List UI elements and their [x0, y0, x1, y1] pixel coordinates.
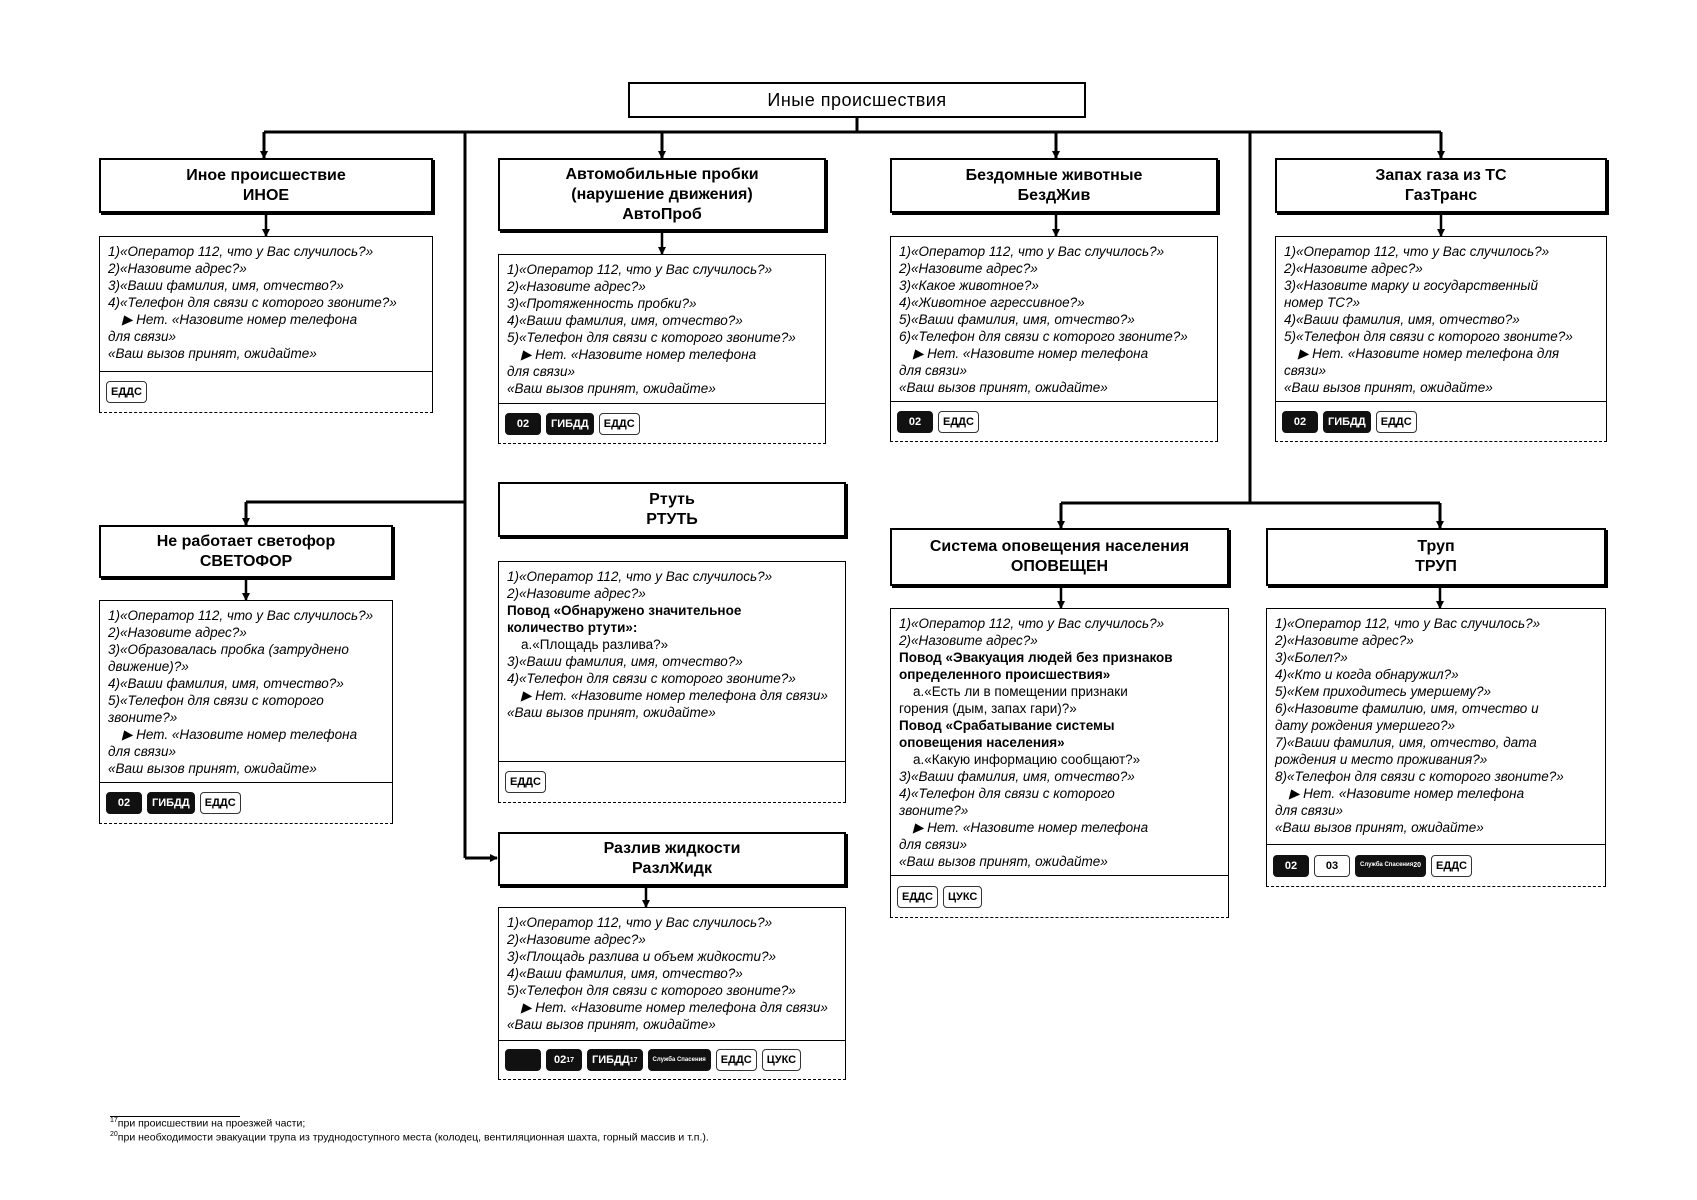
node-svetofor-body — [99, 600, 393, 783]
node-title: Запах газа из ТС — [1375, 166, 1507, 184]
dialog-line: 1)«Оператор 112, что у Вас случилось?» — [108, 608, 374, 623]
node-title: Труп — [1417, 538, 1455, 555]
dialog-line: ▶ Нет. «Назовите номер телефона для связи» — [521, 1000, 828, 1015]
node-avtoprob-body — [498, 254, 826, 404]
service-badge — [1431, 855, 1472, 877]
service-badge — [1323, 411, 1371, 433]
dialog-line: 5)«Ваши фамилия, имя, отчество?» — [899, 312, 1135, 327]
dialog-line: 1)«Оператор 112, что у Вас случилось?» — [1275, 616, 1541, 631]
node-code: РазлЖидк — [632, 860, 712, 877]
node-rtut-header — [498, 482, 846, 537]
dialog-line: 3)«Площадь разлива и объем жидкости?» — [507, 949, 777, 964]
dialog-line: ▶ Нет. «Назовите номер телефона — [913, 346, 1149, 361]
dialog-line: 1)«Оператор 112, что у Вас случилось?» — [899, 244, 1165, 259]
dialog-line: 5)«Телефон для связи с которого звоните?» — [507, 330, 796, 345]
dialog-line: 2)«Назовите адрес?» — [899, 261, 1038, 276]
node-title-2: (нарушение движения) — [571, 185, 753, 203]
service-label: ЕДДС — [902, 890, 933, 903]
service-badge — [546, 1049, 582, 1071]
service-badge — [587, 1049, 643, 1071]
dialog-line: 2)«Назовите адрес?» — [108, 625, 247, 640]
service-label: ГИБДД — [592, 1054, 630, 1066]
node-trup-header — [1266, 528, 1606, 586]
dialog-line: для связи» — [899, 837, 968, 852]
node-title: Разлив жидкости — [603, 840, 741, 857]
node-code: СВЕТОФОР — [199, 552, 293, 570]
footnote-text: при необходимости эвакуации трупа из труднодоступного места (колодец, вентиляционная шахта, горный массив и т.п.). — [117, 1131, 709, 1144]
service-footnote-ref: 17 — [566, 1056, 575, 1064]
service-label: ЕДДС — [1380, 415, 1412, 428]
node-bezdzhiv-header — [890, 158, 1218, 213]
service-label: ГИБДД — [152, 797, 190, 809]
service-label: Служба Спасения — [1360, 862, 1414, 868]
dialog-line: «Ваш вызов принят, ожидайте» — [507, 381, 716, 396]
dialog-line: 1)«Оператор 112, что у Вас случилось?» — [1284, 244, 1550, 259]
root-title: Иные происшествия — [628, 82, 1086, 118]
dialog-line: ▶ Нет. «Назовите номер телефона — [122, 727, 358, 742]
node-bezdzhiv-services — [890, 402, 1218, 442]
footnote-20 — [110, 1131, 709, 1144]
node-title: Ртуть — [649, 490, 695, 508]
node-title: Бездомные животные — [965, 166, 1143, 184]
node-avtoprob-header — [498, 158, 826, 231]
service-badge — [1314, 855, 1350, 877]
dialog-line: для связи» — [899, 363, 968, 378]
dialog-line: 2)«Назовите адрес?» — [1284, 261, 1423, 276]
dialog-line: а.«Площадь разлива?» — [521, 637, 669, 652]
dialog-line: 7)«Ваши фамилия, имя, отчество, дата — [1275, 735, 1537, 750]
service-label: ЦУКС — [947, 890, 978, 903]
service-badge — [897, 886, 938, 908]
node-title: Автомобильные пробки — [565, 165, 759, 183]
service-badge — [106, 792, 142, 814]
dialog-line: «Ваш вызов принят, ожидайте» — [108, 761, 317, 776]
service-label: ЕДДС — [510, 776, 541, 788]
node-razzhidk-services — [498, 1041, 846, 1080]
dialog-line: «Ваш вызов принят, ожидайте» — [1284, 380, 1493, 395]
node-bezdzhiv-body — [890, 236, 1218, 402]
service-badge — [505, 413, 541, 435]
dialog-line: 5)«Телефон для связи с которого — [108, 693, 324, 708]
node-rtut-body — [498, 561, 846, 762]
node-inoe-services — [99, 372, 433, 413]
service-label: Служба Спасения — [652, 1056, 706, 1063]
service-label: ЕДДС — [1436, 859, 1467, 872]
dialog-line: 4)«Телефон для связи с которого звоните?» — [108, 295, 397, 310]
service-badge — [505, 771, 546, 793]
footnote-text: при происшествии на проезжей части; — [117, 1117, 306, 1130]
service-label: ЕДДС — [111, 386, 142, 398]
dialog-line: горения (дым, запах гари)?» — [899, 701, 1077, 716]
node-trup-services — [1266, 845, 1606, 887]
node-svetofor-services — [99, 783, 393, 824]
service-badge — [716, 1049, 757, 1071]
dialog-line: 3)«Назовите марку и государственный — [1284, 278, 1538, 293]
node-code: АвтоПроб — [622, 205, 702, 223]
dialog-line: ▶ Нет. «Назовите номер телефона — [521, 347, 757, 362]
node-avtoprob-services — [498, 404, 826, 444]
dialog-line: «Ваш вызов принят, ожидайте» — [1275, 820, 1484, 835]
service-badge — [943, 886, 982, 908]
node-trup-body — [1266, 608, 1606, 845]
service-badge — [106, 381, 147, 403]
dialog-line: 5)«Телефон для связи с которого звоните?» — [507, 983, 796, 998]
dialog-line: 2)«Назовите адрес?» — [1275, 633, 1414, 648]
node-opoveshchen-services — [890, 876, 1229, 918]
dialog-line: 4)«Ваши фамилия, имя, отчество?» — [507, 966, 743, 981]
dialog-line: для связи» — [507, 364, 576, 379]
dialog-line: «Ваш вызов принят, ожидайте» — [507, 1017, 716, 1032]
service-label: ЕДДС — [943, 415, 974, 428]
node-inoe-header — [99, 158, 433, 213]
service-badge — [1282, 411, 1318, 433]
dialog-line: 2)«Назовите адрес?» — [507, 279, 646, 294]
node-code: БездЖив — [1017, 186, 1091, 204]
dialog-line: 1)«Оператор 112, что у Вас случилось?» — [507, 569, 773, 584]
dialog-line: «Ваш вызов принят, ожидайте» — [108, 346, 317, 361]
service-badge — [648, 1049, 711, 1071]
node-title: Не работает светофор — [156, 532, 336, 550]
service-label: 02 — [117, 797, 131, 809]
dialog-line: количество ртути»: — [507, 620, 638, 635]
service-footnote-ref: 20 — [1413, 862, 1422, 869]
dialog-line: «Ваш вызов принят, ожидайте» — [899, 380, 1108, 395]
node-svetofor-header — [99, 525, 393, 578]
dialog-line: 4)«Ваши фамилия, имя, отчество?» — [108, 676, 344, 691]
dialog-line: 3)«Ваши фамилия, имя, отчество?» — [108, 278, 344, 293]
node-code: ТРУП — [1415, 558, 1457, 575]
service-label: ГИБДД — [1328, 415, 1366, 428]
dialog-line: 4)«Ваши фамилия, имя, отчество?» — [1284, 312, 1520, 327]
dialog-line: «Ваш вызов принят, ожидайте» — [507, 705, 716, 720]
dialog-line: «Ваш вызов принят, ожидайте» — [899, 854, 1108, 869]
dialog-line: связи» — [1284, 363, 1327, 378]
dialog-line: 3)«Болел?» — [1275, 650, 1348, 665]
dialog-line: Повод «Обнаружено значительное — [507, 603, 742, 618]
dialog-line: 1)«Оператор 112, что у Вас случилось?» — [507, 915, 773, 930]
service-footnote-ref: 17 — [629, 1056, 638, 1064]
node-code: ИНОЕ — [242, 186, 290, 204]
dialog-line: 1)«Оператор 112, что у Вас случилось?» — [108, 244, 374, 259]
service-badge — [200, 792, 241, 814]
node-gaztrans-header — [1275, 158, 1607, 213]
service-label: 02 — [1293, 415, 1307, 428]
service-badge — [147, 792, 195, 814]
service-badge — [505, 1049, 541, 1071]
footnote-17 — [110, 1117, 305, 1130]
node-opoveshchen-body — [890, 608, 1229, 876]
dialog-line: 5)«Кем приходитесь умершему?» — [1275, 684, 1492, 699]
node-razzhidk-header — [498, 832, 846, 886]
node-gaztrans-body — [1275, 236, 1607, 402]
dialog-line: Повод «Эвакуация людей без признаков — [899, 650, 1173, 665]
dialog-line: 3)«Образовалась пробка (затруднено — [108, 642, 349, 657]
service-label: ЕДДС — [603, 417, 635, 430]
dialog-line: ▶ Нет. «Назовите номер телефона для связи» — [521, 688, 828, 703]
service-badge — [1273, 855, 1309, 877]
dialog-line: 2)«Назовите адрес?» — [899, 633, 1038, 648]
dialog-line: Повод «Срабатывание системы — [899, 718, 1115, 733]
dialog-line: для связи» — [1275, 803, 1344, 818]
service-label: 02 — [1284, 859, 1298, 872]
dialog-line: движение)?» — [108, 659, 189, 674]
dialog-line: а.«Какую информацию сообщают?» — [913, 752, 1141, 767]
service-label: 02 — [516, 417, 530, 430]
dialog-line: 8)«Телефон для связи с которого звоните?» — [1275, 769, 1564, 784]
dialog-line: 4)«Ваши фамилия, имя, отчество?» — [507, 313, 743, 328]
service-badge — [1376, 411, 1417, 433]
dialog-line: ▶ Нет. «Назовите номер телефона — [122, 312, 358, 327]
service-badge — [938, 411, 979, 433]
footnote-number: 20 — [110, 1131, 118, 1138]
dialog-line: 5)«Телефон для связи с которого звоните?» — [1284, 329, 1573, 344]
dialog-line: ▶ Нет. «Назовите номер телефона — [913, 820, 1149, 835]
service-badge — [1355, 855, 1426, 877]
service-badge — [897, 411, 933, 433]
node-razzhidk-body — [498, 907, 846, 1041]
service-label: 02 — [908, 415, 922, 428]
service-label: ГИБДД — [551, 417, 589, 430]
dialog-line: 3)«Какое животное?» — [899, 278, 1039, 293]
dialog-line: 1)«Оператор 112, что у Вас случилось?» — [507, 262, 773, 277]
service-badge — [546, 413, 594, 435]
dialog-line: оповещения населения» — [899, 735, 1065, 750]
service-label: 02 — [553, 1054, 567, 1066]
service-label: ЦУКС — [766, 1054, 797, 1066]
dialog-line: 2)«Назовите адрес?» — [507, 932, 646, 947]
dialog-line: звоните?» — [899, 803, 969, 818]
dialog-line: 4)«Животное агрессивное?» — [899, 295, 1085, 310]
dialog-line: определенного происшествия» — [899, 667, 1111, 682]
dialog-line: а.«Есть ли в помещении признаки — [913, 684, 1128, 699]
dialog-line: ▶ Нет. «Назовите номер телефона для — [1298, 346, 1560, 361]
node-code: ОПОВЕЩЕН — [1010, 558, 1109, 575]
node-title: Иное происшествие — [186, 166, 346, 184]
service-badge — [599, 413, 640, 435]
footnote-number: 17 — [110, 1117, 118, 1124]
dialog-line: номер ТС?» — [1284, 295, 1360, 310]
dialog-line: для связи» — [108, 744, 177, 759]
dialog-line: 2)«Назовите адрес?» — [507, 586, 646, 601]
node-title: Система оповещения населения — [929, 538, 1190, 555]
dialog-line: 2)«Назовите адрес?» — [108, 261, 247, 276]
dialog-line: 4)«Телефон для связи с которого звоните?» — [507, 671, 796, 686]
service-label: 03 — [1325, 859, 1339, 872]
dialog-line: 1)«Оператор 112, что у Вас случилось?» — [899, 616, 1165, 631]
dialog-line: 3)«Ваши фамилия, имя, отчество?» — [899, 769, 1135, 784]
node-code: РТУТЬ — [646, 510, 698, 528]
node-opoveshchen-header — [890, 528, 1229, 586]
node-gaztrans-services — [1275, 402, 1607, 442]
dialog-line: для связи» — [108, 329, 177, 344]
dialog-line: звоните?» — [108, 710, 178, 725]
service-label: ЕДДС — [720, 1054, 752, 1066]
dialog-line: 6)«Назовите фамилию, имя, отчество и — [1275, 701, 1539, 716]
dialog-line: 3)«Ваши фамилия, имя, отчество?» — [507, 654, 743, 669]
service-badge — [762, 1049, 801, 1071]
dialog-line: ▶ Нет. «Назовите номер телефона — [1289, 786, 1525, 801]
dialog-line: рождения и место проживания?» — [1275, 752, 1488, 767]
dialog-line: дату рождения умершего?» — [1275, 718, 1456, 733]
node-inoe-body — [99, 236, 433, 372]
dialog-line: 3)«Протяженность пробки?» — [507, 296, 697, 311]
node-code: ГазТранс — [1404, 186, 1478, 204]
node-rtut-services — [498, 762, 846, 803]
dialog-line: 6)«Телефон для связи с которого звоните?» — [899, 329, 1188, 344]
dialog-line: 4)«Телефон для связи с которого — [899, 786, 1115, 801]
service-label: ЕДДС — [204, 797, 236, 809]
dialog-line: 4)«Кто и когда обнаружил?» — [1275, 667, 1459, 682]
